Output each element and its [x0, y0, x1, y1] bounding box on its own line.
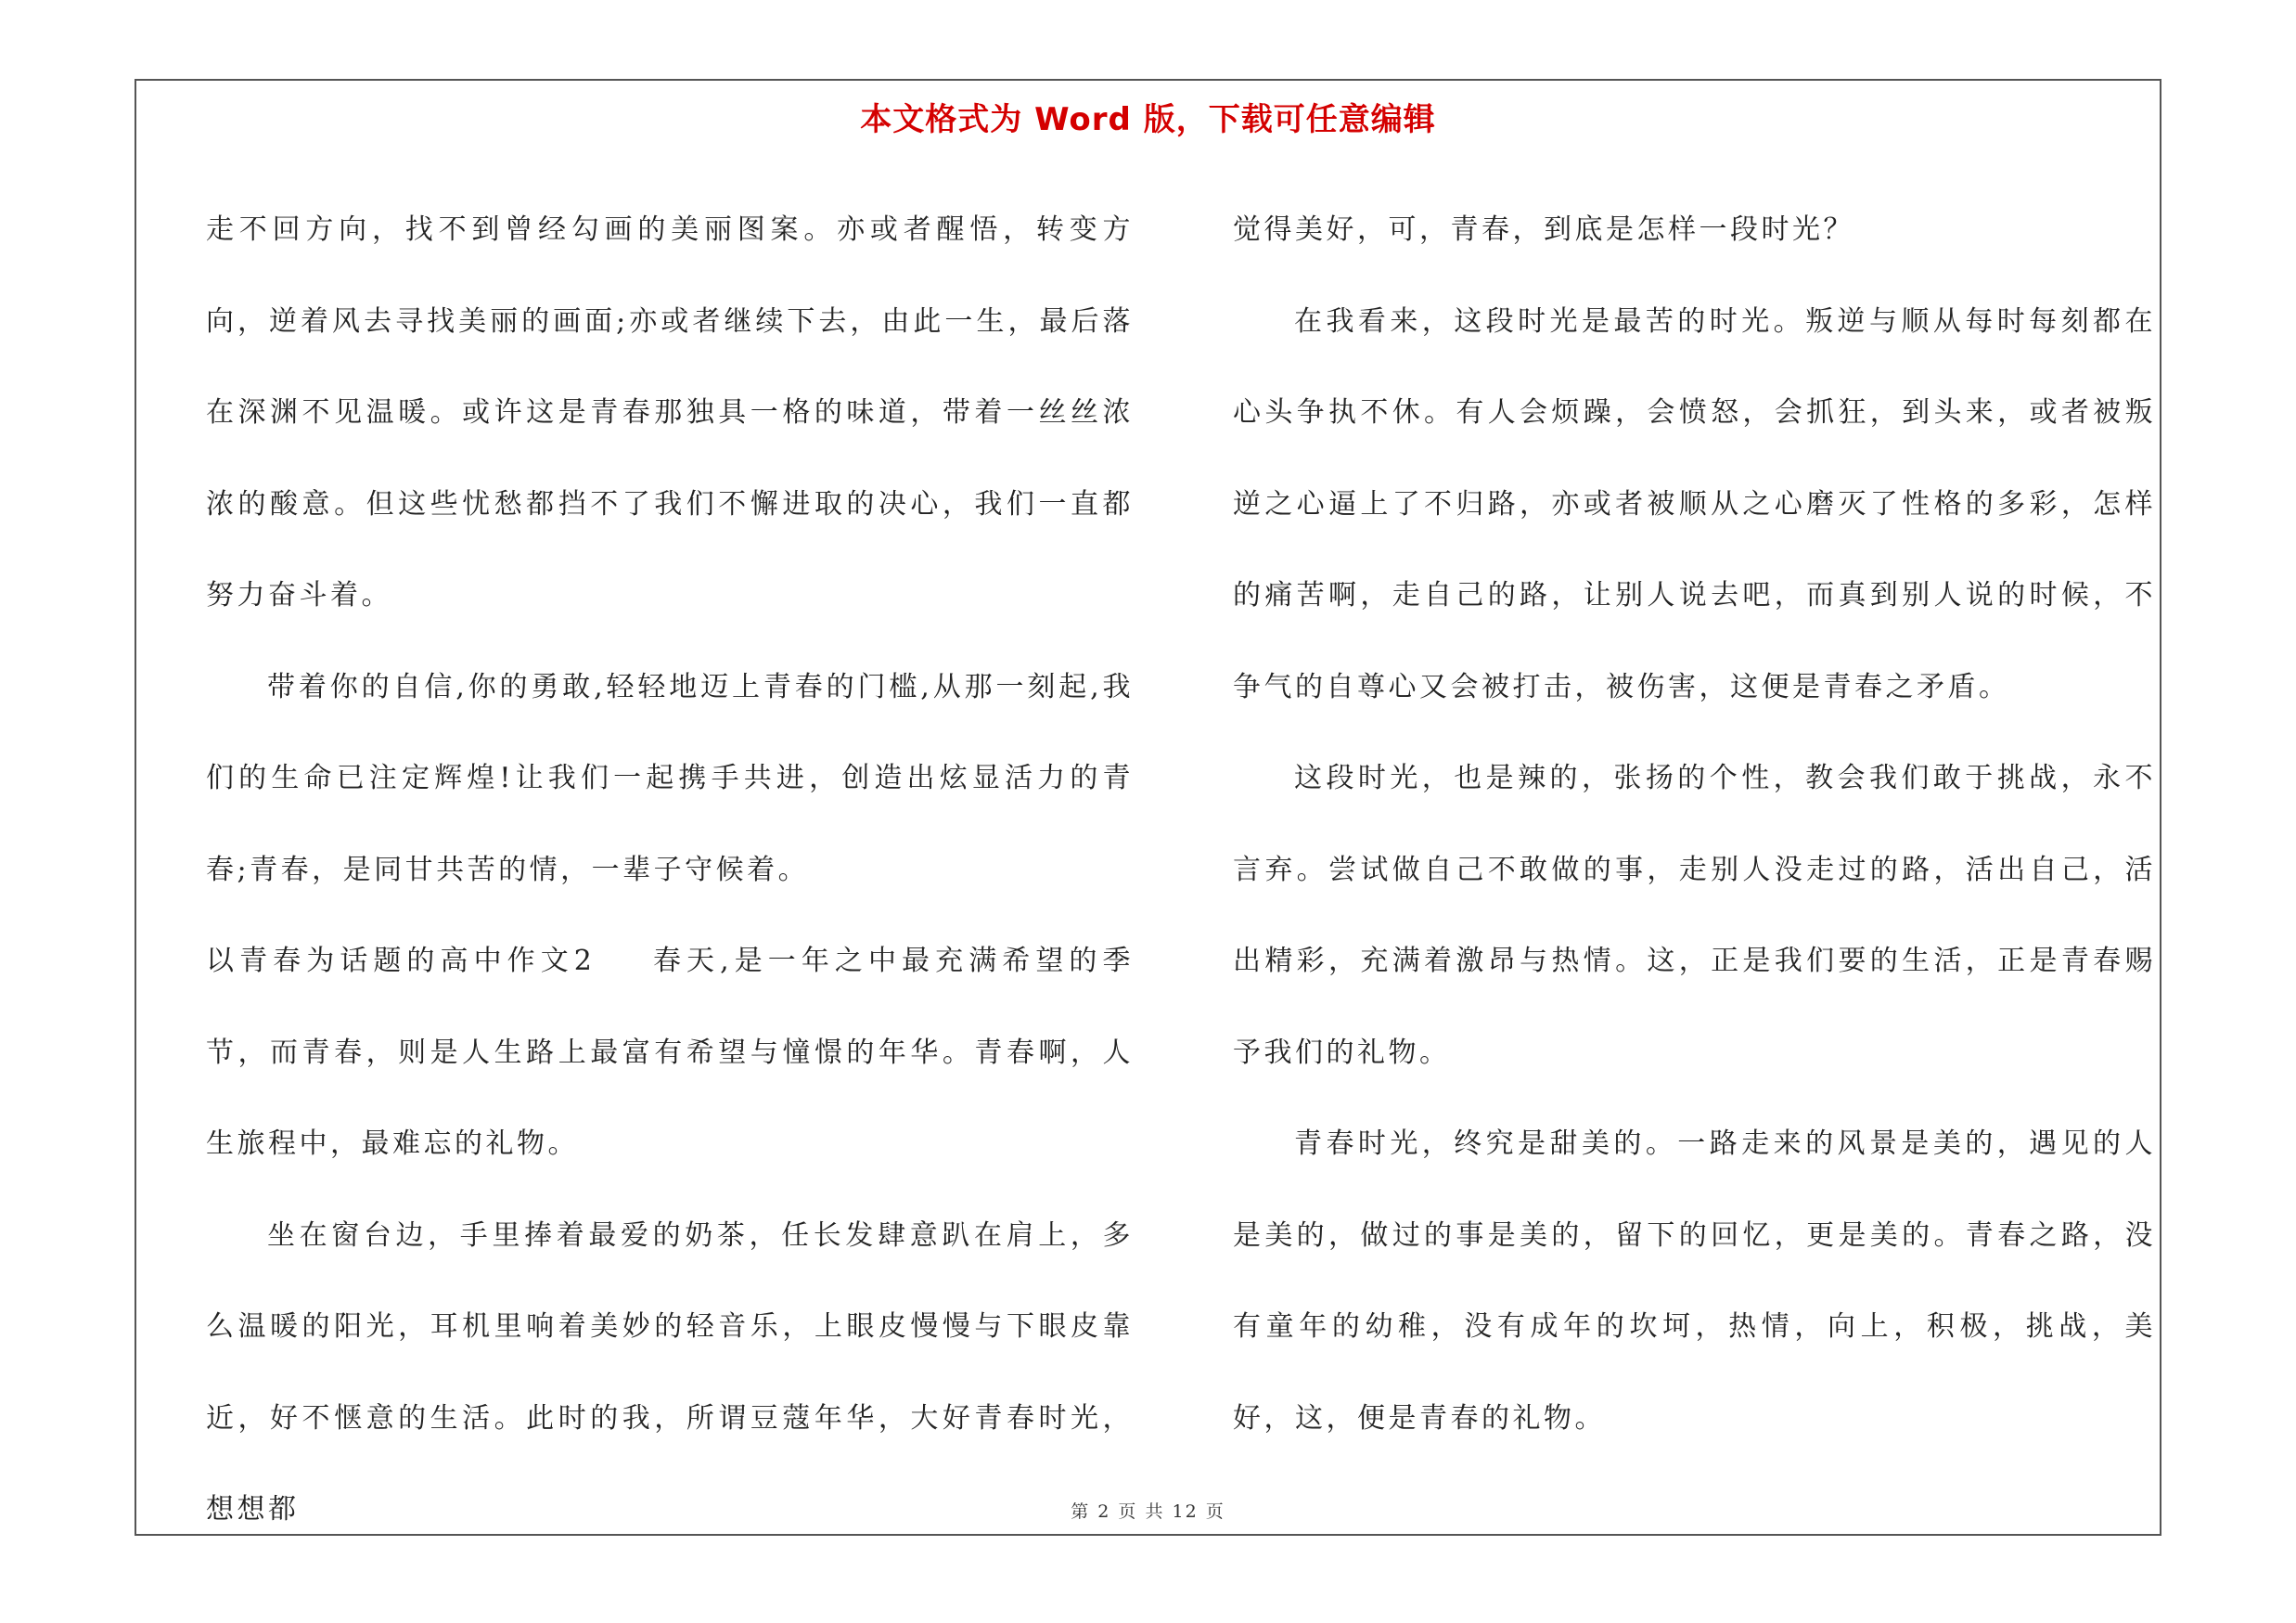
paragraph: 觉得美好，可，青春，到底是怎样一段时光？: [1233, 213, 1854, 246]
right-column: [1233, 185, 2156, 1464]
paragraph: 在我看来，这段时光是最苦的时光。叛逆与顺从每时每刻都在心头争执不休。有人会烦躁，会愤怒，会抓狂，到头来，或者被叛逆之心逼上了不归路，亦或者被顺从之心磨灭了性格的多彩，怎样的痛苦啊，走自己的路，让别人说去吧，而真到别人说的时候，不争气的自尊心又会被打击，被伤害，这便是青春之矛盾。: [1233, 304, 2156, 703]
paragraph: 带着你的自信,你的勇敢,轻轻地迈上青春的门槛,从那一刻起,我们的生命已注定辉煌!让我们一起携手共进，创造出炫显活力的青春;青春，是同甘共苦的情，一辈子守候着。: [206, 670, 1134, 886]
paragraph: 坐在窗台边，手里捧着最爱的奶茶，任长发肆意趴在肩上，多么温暖的阳光，耳机里响着美妙的轻音乐，上眼皮慢慢与下眼皮靠近，好不惬意的生活。此时的我，所谓豆蔻年华，大好青春时光，想想都: [206, 1218, 1134, 1526]
header-banner: 本文格式为 Word 版，下载可任意编辑: [860, 101, 1436, 138]
paragraph: 走不回方向，找不到曾经勾画的美丽图案。亦或者醒悟，转变方向，逆着风去寻找美丽的画面;亦或者继续下去，由此一生，最后落在深渊不见温暖。或许这是青春那独具一格的味道，带着一丝丝浓浓的酸意。但这些忧愁都挡不了我们不懈进取的决心，我们一直都努力奋斗着。: [206, 213, 1134, 612]
paragraph: 青春时光，终究是甜美的。一路走来的风景是美的，遇见的人是美的，做过的事是美的，留下的回忆，更是美的。青春之路，没有童年的幼稚，没有成年的坎坷，热情，向上，积极，挑战，美好，这，便是青春的礼物。: [1233, 1127, 2156, 1435]
page-number: 第 2 页 共 12 页: [1071, 1501, 1225, 1522]
paragraph: 这段时光，也是辣的，张扬的个性，教会我们敢于挑战，永不言弃。尝试做自己不敢做的事，走别人没走过的路，活出自己，活出精彩，充满着激昂与热情。这，正是我们要的生活，正是青春赐予我们的礼物。: [1233, 762, 2156, 1069]
page-frame: [135, 79, 2161, 1536]
paragraph-text: 春天,是一年之中最充满希望的季节，而青春，则是人生路上最富有希望与憧憬的年华。青春啊，人生旅程中，最难忘的礼物。: [206, 945, 1134, 1160]
essay-heading: 以青春为话题的高中作文2: [206, 945, 596, 977]
essay-heading-paragraph: [206, 916, 1134, 1191]
left-column: [206, 185, 1134, 1556]
